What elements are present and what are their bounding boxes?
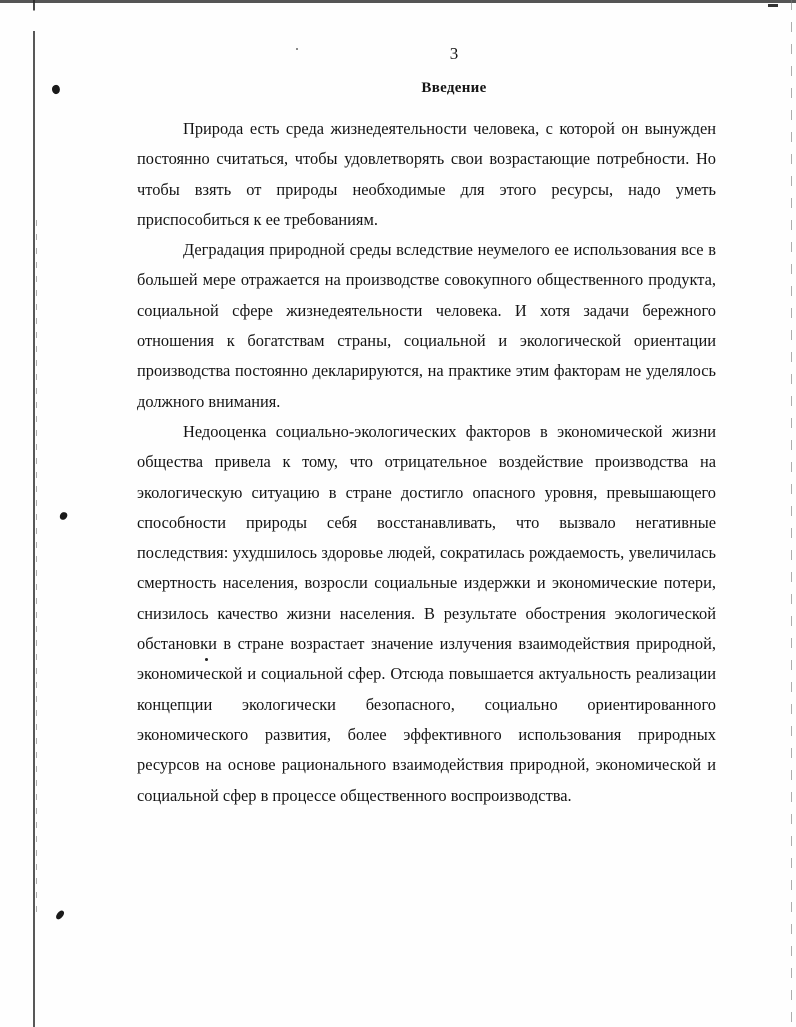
- scan-top-border: [0, 0, 796, 3]
- page-title: Введение: [421, 80, 487, 96]
- paragraph: Деградация природной среды вследствие неумелого ее использования все в большей мере отражается на производстве совокупного общественного продукта, социальной сфере жизнедеятельности человека. И хотя задачи бережного отношения к богатствам страны, социальной и экологической ориентации производства постоянно декларируются, на практике этим факторам не уделялось должного внимания.: [137, 240, 716, 411]
- hole-punch-mark: [59, 511, 69, 521]
- scan-right-border: [791, 0, 792, 1027]
- paragraph: Природа есть среда жизнедеятельности человека, с которой он вынужден постоянно считаться, чтобы удовлетворять свои возрастающие потребности. Но чтобы взять от природы необходимые для этого ресурсы, надо уметь приспособиться к ее требованиям.: [137, 119, 716, 229]
- body-text: [137, 114, 716, 811]
- paragraph: Недооценка социально-экологических факторов в экономической жизни общества привела к тому, что отрицательное воздействие производства на экологическую ситуацию в стране достигло опасного уровня, превышающего способности природы себя восстанавливать, что вызвало негативные последствия: ухудшилось здоровье людей, сократилась рождаемость, увеличилась смертность населения, возросли социальные издержки и экономические потери, снизилось качество жизни населения. В результате обострения экологической обстановки в стране возрастает значение излучения взаимодействия природной, экономической и социальной сфер. Отсюда повышается актуальность реализации концепции экологически безопасного, социально ориентированного экономического развития, более эффективного использования природных ресурсов на основе рационального взаимодействия природной, экономической и социальной сфер в процессе общественного воспроизводства.: [137, 421, 716, 805]
- hole-punch-mark: [55, 909, 66, 921]
- page-number: 3: [449, 44, 459, 63]
- scan-left-dashes: [36, 220, 37, 920]
- scan-left-border: [33, 0, 35, 1027]
- scan-corner-mark: [768, 4, 778, 7]
